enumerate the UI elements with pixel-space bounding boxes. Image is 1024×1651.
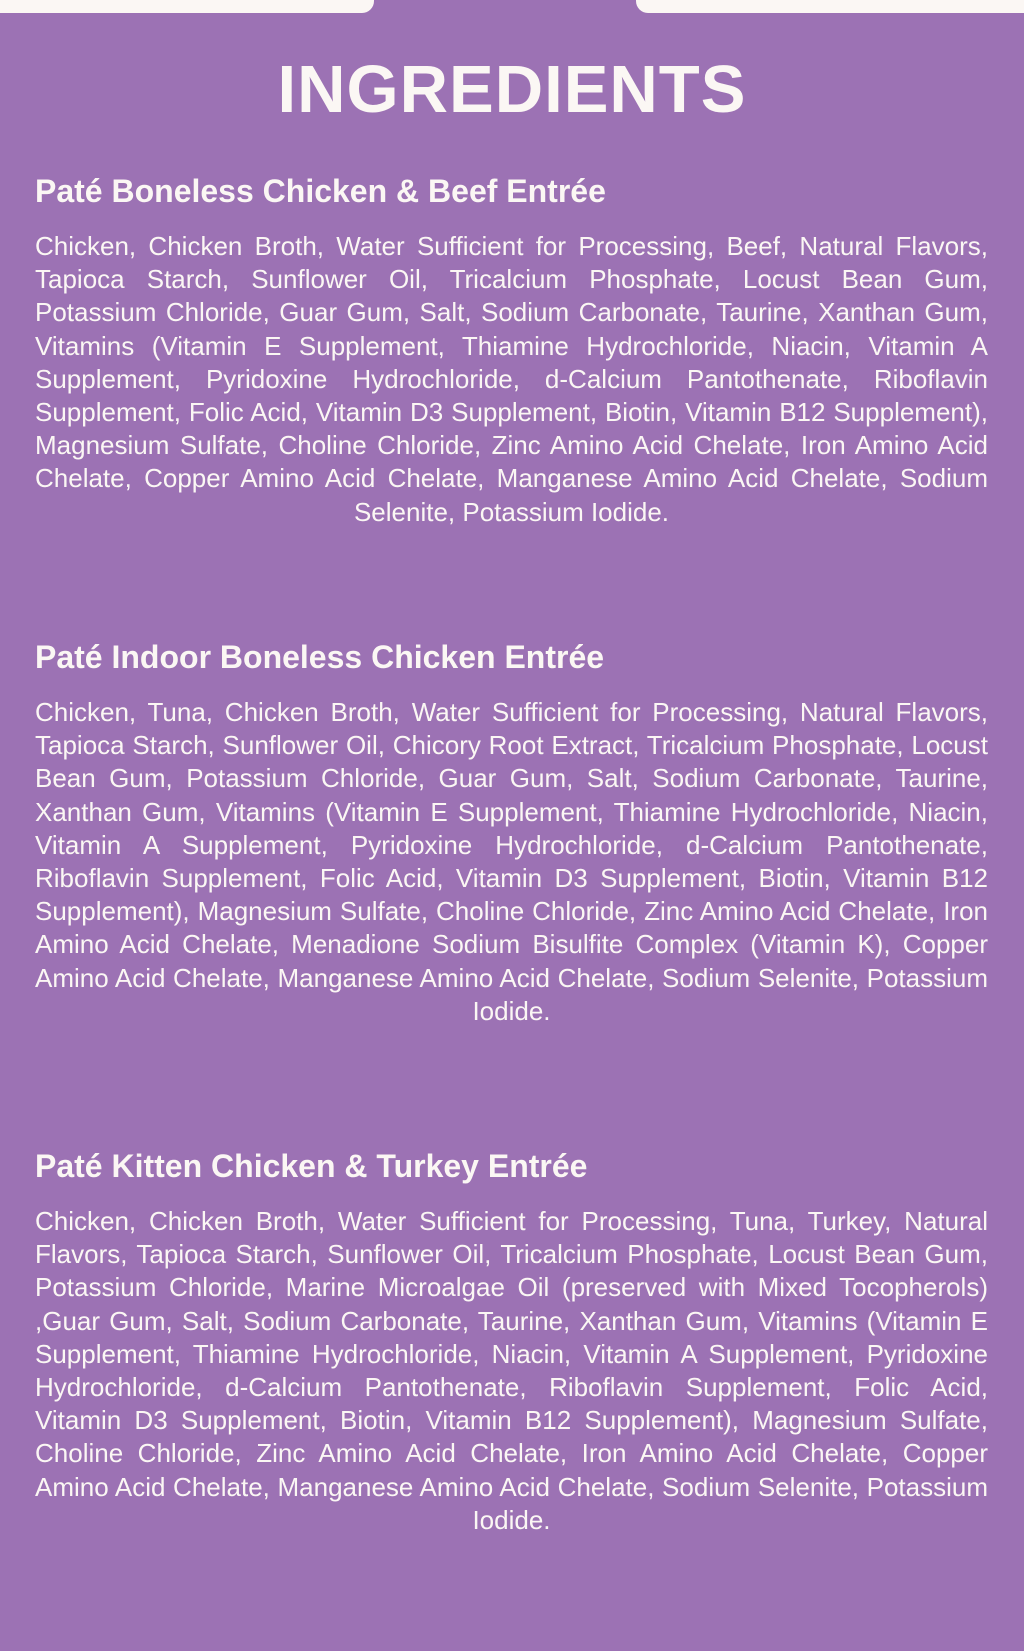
section-heading: Paté Indoor Boneless Chicken Entrée [35,639,605,675]
ingredient-section-chicken-beef [35,172,988,529]
ingredient-list: Chicken, Tuna, Chicken Broth, Water Sufficient for Processing, Natural Flavors, Tapioca Starch, Sunflower Oil, Chicory Root Extract, Tricalcium Phosphate, Locust Bean Gum, Potassium Chloride, Guar Gum, Salt, Sodium Carbonate, Taurine, Xanthan Gum, Vitamins (Vitamin E Supplement, Thiamine Hydrochloride, Niacin, Vitamin A Supplement, Pyridoxine Hydrochloride, d-Calcium Pantothenate, Riboflavin Supplement, Folic Acid, Vitamin D3 Supplement, Biotin, Vitamin B12 Supplement), Magnesium Sulfate, Choline Chloride, Zinc Amino Acid Chelate, Iron Amino Acid Chelate, Menadione Sodium Bisulfite Complex (Vitamin K), Copper Amino Acid Chelate, Manganese Amino Acid Chelate, Sodium Selenite, Potassium Iodide. [35,697,988,1026]
ingredient-list: Chicken, Chicken Broth, Water Sufficient for Processing, Beef, Natural Flavors, Tapioca Starch, Sunflower Oil, Tricalcium Phosphate, Locust Bean Gum, Potassium Chloride, Guar Gum, Salt, Sodium Carbonate, Taurine, Xanthan Gum, Vitamins (Vitamin E Supplement, Thiamine Hydrochloride, Niacin, Vitamin A Supplement, Pyridoxine Hydrochloride, d-Calcium Pantothenate, Riboflavin Supplement, Folic Acid, Vitamin D3 Supplement, Biotin, Vitamin B12 Supplement), Magnesium Sulfate, Choline Chloride, Zinc Amino Acid Chelate, Iron Amino Acid Chelate, Copper Amino Acid Chelate, Manganese Amino Acid Chelate, Sodium Selenite, Potassium Iodide. [35,231,988,527]
top-tab-left [0,0,374,13]
section-heading: Paté Boneless Chicken & Beef Entrée [35,173,606,209]
top-tab-right [636,0,1024,13]
ingredient-list: Chicken, Chicken Broth, Water Sufficient for Processing, Tuna, Turkey, Natural Flavors, Tapioca Starch, Sunflower Oil, Tricalcium Phosphate, Locust Bean Gum, Potassium Chloride, Marine Microalgae Oil (preserved with Mixed Tocopherols) ,Guar Gum, Salt, Sodium Carbonate, Taurine, Xanthan Gum, Vitamins (Vitamin E Supplement, Thiamine Hydrochloride, Niacin, Vitamin A Supplement, Pyridoxine Hydrochloride, d-Calcium Pantothenate, Riboflavin Supplement, Folic Acid, Vitamin D3 Supplement, Biotin, Vitamin B12 Supplement), Magnesium Sulfate, Choline Chloride, Zinc Amino Acid Chelate, Iron Amino Acid Chelate, Copper Amino Acid Chelate, Manganese Amino Acid Chelate, Sodium Selenite, Potassium Iodide. [35,1206,988,1535]
section-heading: Paté Kitten Chicken & Turkey Entrée [35,1148,588,1184]
page-title: INGREDIENTS [277,52,747,127]
ingredient-section-kitten-chicken-turkey [35,1147,988,1537]
ingredient-section-indoor-chicken [35,638,988,1028]
